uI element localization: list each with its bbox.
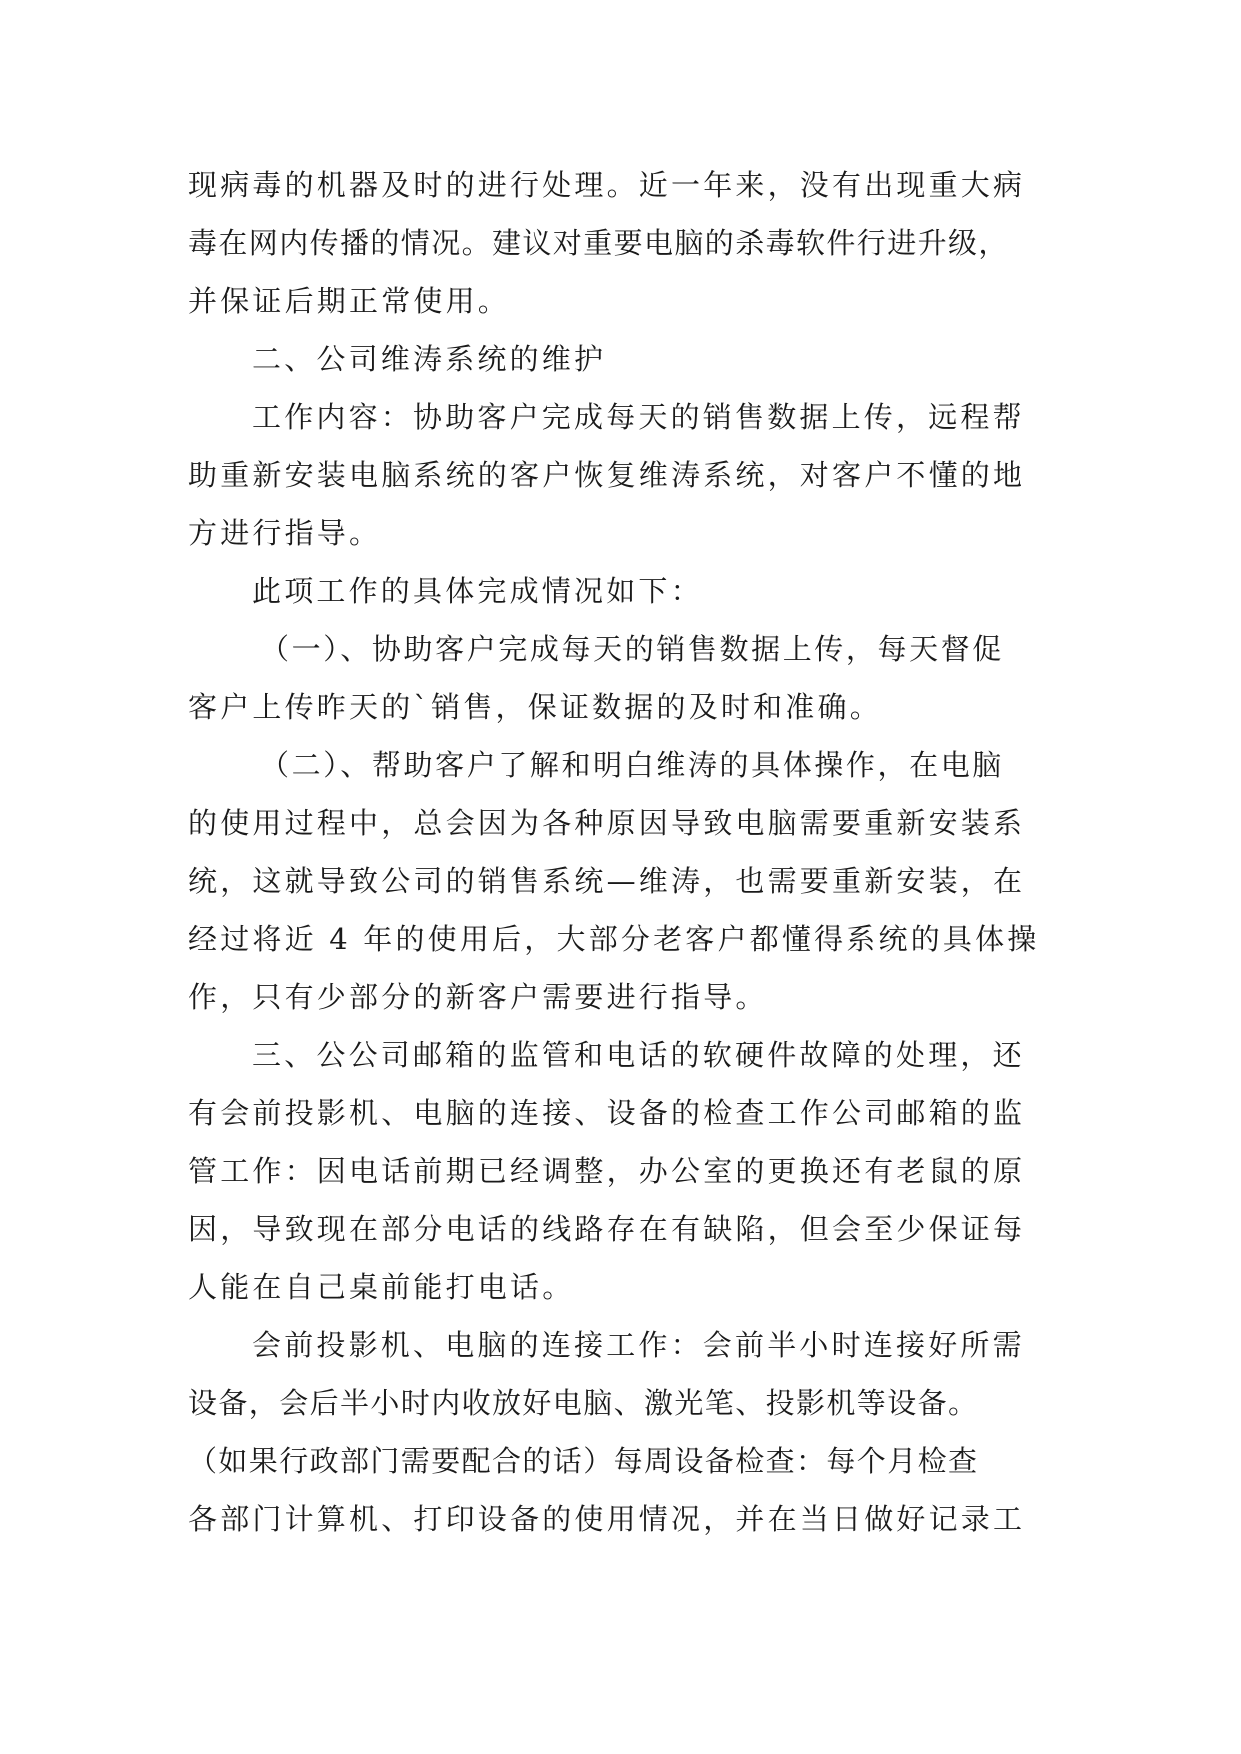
text-line: 并保证后期正常使用。	[188, 284, 511, 318]
text-line: 现病毒的机器及时的进行处理。近一年来，没有出现重大病	[188, 168, 1026, 202]
text-line: 方进行指导。	[188, 516, 382, 550]
text-line: 因，导致现在部分电话的线路存在有缺陷，但会至少保证每	[188, 1212, 1026, 1246]
text-line: （如果行政部门需要配合的话）每周设备检查：每个月检查	[188, 1444, 979, 1478]
text-line: 助重新安装电脑系统的客户恢复维涛系统，对客户不懂的地	[188, 458, 1026, 492]
text-line: 作，只有少部分的新客户需要进行指导。	[188, 980, 768, 1014]
text-line: 此项工作的具体完成情况如下：	[252, 574, 703, 608]
text-line: （二）、帮助客户了解和明白维涛的具体操作，在电脑	[260, 748, 1004, 782]
text-line: 设备，会后半小时内收放好电脑、激光笔、投影机等设备。	[188, 1386, 979, 1420]
section-heading: 三、公公司邮箱的监管和电话的软硬件故障的处理，还	[252, 1038, 1025, 1072]
text-line: 有会前投影机、电脑的连接、设备的检查工作公司邮箱的监	[188, 1096, 1026, 1130]
text-line: 客户上传昨天的`销售，保证数据的及时和准确。	[188, 690, 882, 724]
text-line: 管工作：因电话前期已经调整，办公室的更换还有老鼠的原	[188, 1154, 1026, 1188]
text-line: 工作内容：协助客户完成每天的销售数据上传，远程帮	[252, 400, 1025, 434]
text-line: （一）、协助客户完成每天的销售数据上传，每天督促	[260, 632, 1004, 666]
text-line: 各部门计算机、打印设备的使用情况，并在当日做好记录工	[188, 1502, 1026, 1536]
section-heading: 二、公司维涛系统的维护	[252, 342, 607, 376]
text-line: 经过将近 4 年的使用后，大部分老客户都懂得系统的具体操	[188, 922, 1040, 956]
text-line: 人能在自己桌前能打电话。	[188, 1270, 575, 1304]
document-body	[188, 156, 1078, 1548]
text-line: 会前投影机、电脑的连接工作：会前半小时连接好所需	[252, 1328, 1025, 1362]
text-line: 毒在网内传播的情况。建议对重要电脑的杀毒软件行进升级，	[188, 226, 1009, 260]
text-line: 的使用过程中，总会因为各种原因导致电脑需要重新安装系	[188, 806, 1026, 840]
text-line: 统，这就导致公司的销售系统—维涛，也需要重新安装，在	[188, 864, 1026, 898]
